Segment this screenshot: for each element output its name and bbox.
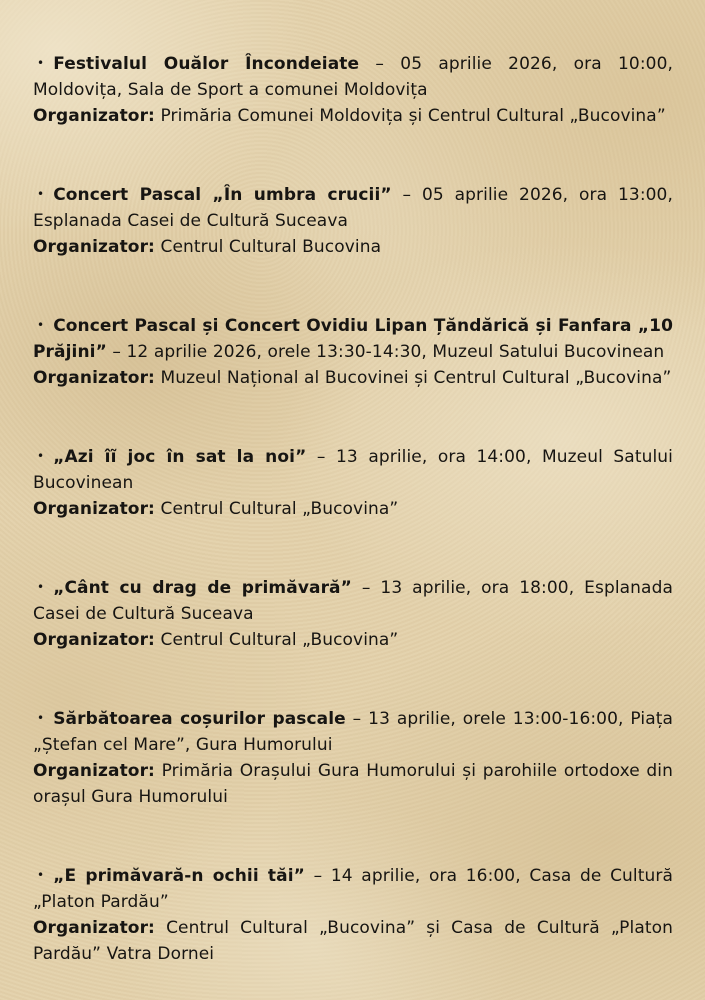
organizer-line	[33, 758, 673, 810]
event-item	[33, 443, 673, 522]
bullet-icon: •	[37, 318, 45, 332]
organizer-label: Organizator:	[33, 499, 155, 519]
organizer-line	[33, 365, 673, 391]
bullet-icon: •	[37, 711, 45, 725]
organizer-value: Centrul Cultural „Bucovina”	[154, 499, 399, 519]
bullet-icon: •	[37, 187, 45, 201]
organizer-line	[33, 627, 673, 653]
organizer-value: Centrul Cultural Bucovina	[154, 237, 382, 257]
event-title-line	[33, 705, 673, 758]
event-title: Sărbătoarea coșurilor pascale	[53, 709, 346, 729]
organizer-line	[33, 103, 673, 129]
event-title: Concert Pascal și Concert Ovidiu Lipan Țăndărică și Fanfara „10 Prăjini”	[33, 316, 673, 362]
event-title-line	[33, 862, 673, 915]
event-details: – 13 aprilie, orele 13:00-16:00, Piața „Ștefan cel Mare”, Gura Humorului	[33, 709, 673, 755]
organizer-value: Centrul Cultural „Bucovina” și Casa de Cultură „Platon Pardău” Vatra Dornei	[33, 918, 673, 964]
bullet-icon: •	[37, 56, 45, 70]
bullet-icon: •	[37, 580, 45, 594]
event-item	[33, 312, 673, 391]
event-details: – 05 aprilie 2026, ora 10:00, Moldovița, Sala de Sport a comunei Moldovița	[33, 54, 673, 100]
organizer-label: Organizator:	[33, 761, 155, 781]
organizer-value: Centrul Cultural „Bucovina”	[154, 630, 399, 650]
event-details: – 14 aprilie, ora 16:00, Casa de Cultură „Platon Pardău”	[33, 866, 674, 912]
event-item	[33, 862, 673, 967]
event-title: „Azi îĩ joc în sat la noi”	[53, 447, 307, 467]
event-item	[33, 50, 673, 129]
event-details: – 12 aprilie 2026, orele 13:30-14:30, Muzeul Satului Bucovinean	[106, 342, 665, 362]
event-title-line	[33, 181, 673, 234]
event-item	[33, 181, 673, 260]
organizer-label: Organizator:	[33, 368, 155, 388]
bullet-icon: •	[37, 449, 45, 463]
organizer-value: Primăria Orașului Gura Humorului și parohiile ortodoxe din orașul Gura Humorului	[33, 761, 673, 807]
organizer-line	[33, 496, 673, 522]
event-details: – 13 aprilie, ora 18:00, Esplanada Casei de Cultură Suceava	[33, 578, 673, 624]
organizer-line	[33, 915, 673, 967]
organizer-label: Organizator:	[33, 237, 155, 257]
event-title: Concert Pascal „În umbra crucii”	[53, 185, 392, 205]
organizer-value: Primăria Comunei Moldovița și Centrul Cultural „Bucovina”	[154, 106, 666, 126]
bullet-icon: •	[37, 868, 45, 882]
event-item	[33, 574, 673, 653]
organizer-value: Muzeul Național al Bucovinei și Centrul Cultural „Bucovina”	[154, 368, 672, 388]
organizer-label: Organizator:	[33, 106, 155, 126]
organizer-line	[33, 234, 673, 260]
event-details: – 13 aprilie, ora 14:00, Muzeul Satului Bucovinean	[33, 447, 673, 493]
event-title-line	[33, 50, 673, 103]
organizer-label: Organizator:	[33, 918, 155, 938]
event-item	[33, 705, 673, 810]
event-title-line	[33, 443, 673, 496]
event-title-line	[33, 574, 673, 627]
organizer-label: Organizator:	[33, 630, 155, 650]
event-title: „Cânt cu drag de primăvară”	[53, 578, 352, 598]
event-title-line	[33, 312, 673, 365]
event-title: „E primăvară-n ochii tăi”	[53, 866, 305, 886]
event-title: Festivalul Ouălor Încondeiate	[53, 54, 360, 74]
event-details: – 05 aprilie 2026, ora 13:00, Esplanada Casei de Cultură Suceava	[33, 185, 673, 231]
